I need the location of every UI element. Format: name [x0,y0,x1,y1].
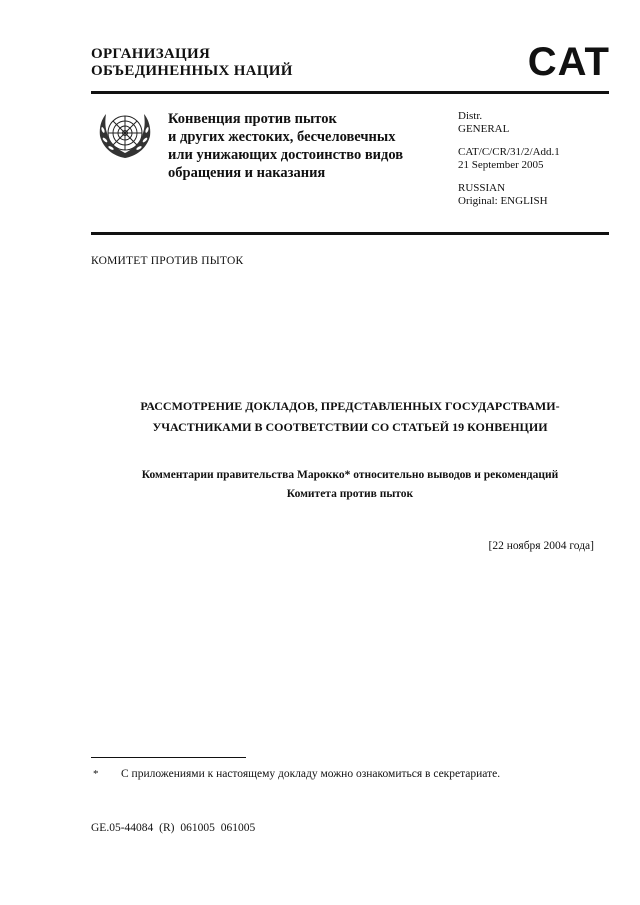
header-rule-bottom [91,232,609,235]
convention-line-1: Конвенция против пыток [168,111,337,127]
convention-line-2: и других жестоких, бесчеловечных [168,129,396,145]
organization-name [91,46,293,80]
distr-doc-symbol: CAT/C/CR/31/2/Add.1 [458,146,560,158]
ge-code: GE.05-44084 (R) 061005 061005 [91,822,256,834]
report-date: [22 ноября 2004 года] [488,540,594,552]
subtitle-line-2: Комитета против пыток [286,488,414,500]
convention-title [168,110,403,182]
convention-line-4: обращения и наказания [168,165,326,181]
org-line-2: ОБЪЕДИНЕННЫХ НАЦИЙ [91,63,293,79]
convention-line-3: или унижающих достоинство видов [168,147,404,163]
committee-name: КОМИТЕТ ПРОТИВ ПЫТОК [91,255,244,267]
un-emblem-icon [94,108,156,162]
distribution-block [458,110,560,208]
distr-type: GENERAL [458,123,510,135]
footnote-mark: * [93,768,99,780]
title-line-2: УЧАСТНИКАМИ В СООТВЕТСТВИИ СО СТАТЬЕЙ 19 КОНВЕНЦИИ [152,420,548,434]
footnote-text: С приложениями к настоящему докладу можно ознакомиться в секретариате. [121,768,501,780]
distr-language: RUSSIAN [458,182,506,194]
subtitle-line-1: Комментарии правительства Марокко* относительно выводов и рекомендаций [141,469,559,481]
header-rule-top [91,91,609,94]
footnote-rule [91,757,246,758]
distr-date: 21 September 2005 [458,159,544,171]
distr-original: Original: ENGLISH [458,195,548,207]
document-symbol: CAT [527,40,610,84]
org-line-1: ОРГАНИЗАЦИЯ [91,46,211,62]
distr-label: Distr. [458,110,483,122]
title-line-1: РАССМОТРЕНИЕ ДОКЛАДОВ, ПРЕДСТАВЛЕННЫХ ГОСУДАРСТВАМИ- [140,399,560,413]
document-title [91,396,609,438]
document-subtitle [91,466,609,504]
